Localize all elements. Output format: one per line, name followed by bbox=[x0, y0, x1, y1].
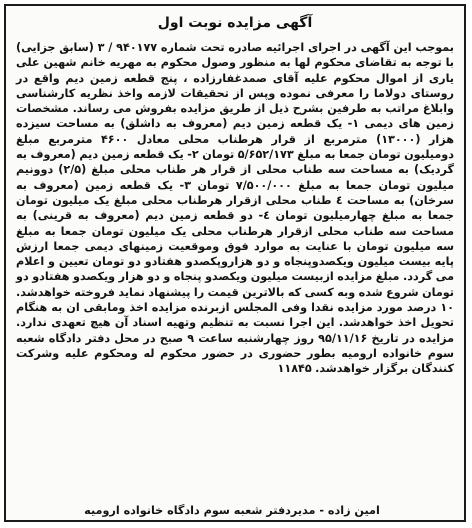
notice-body: بموجب این آگهی در اجرای اجرائیه صادره تحت شماره ۹۴۰۱۷۷ / ۳ (سابق جزایی) با توجه به تقاضای محکوم لها به منظور وصول محکوم به مهریه خانم شهین علی یاری از اموال محکوم علیه آقای صمدغفارزاده ، پنج قطعه زمین دیم واقع در روستای دولاما را معرفی نموده وپس از تحقیقات لازمه واخذ نظریه کارشناسی وابلاغ مراتب به طرفین بشرح ذیل از طریق مزایده بفروش می رساند. مشخصات زمین های دیمی ۱- یک قطعه زمین دیم (معروف به داشلق) به مساحت سیزده هزار (۱۳۰۰۰) مترمربع از قرار هرطناب محلی معادل ۴۶۰۰ مترمربع مبلغ دومیلیون تومان جمعا به مبلغ ۵/۶۵۲/۱۷۳ تومان ۲- یک قطعه زمین دیم (معروف به گردیک) به مساحت سه طناب محلی از قرار هر طناب محلی مبلغ (۲/۵) دوونیم میلیون تومان جمعا به مبلغ ۷/۵۰۰/۰۰۰ تومان ۳- یک قطعه زمین (معروف به سرخان) به مساحت ٤ طناب محلی ازقرار هرطناب محلی مبلغ یک میلیون تومان جمعا به مبلغ چهارمیلیون تومان ٤- دو قطعه زمین دیم (معروف به قرینی) به مساحت سه طناب محلی ازقرار هرطناب محلی یک میلیون تومان جمعا به مبلغ سه میلیون تومان با عنایت به موارد فوق وموقعیت زمینهای دیمی جمعا ارزش پایه بیست میلیون ویکصدوپنجاه و دو هزاروپکصدو هفتادو دو تومان تعیین و اعلام می گردد. مبلغ مزایده ازبیست میلیون ویکصدو پنجاه و دو هزار ویکصدو هفتادو دو تومان شروع شده وبه کسی که بالاترین قیمت را پیشنهاد نماید فروخته خواهدشد. ۱۰ درصد مورد مزایده نقدا وفی المجلس ازبرنده مزایده اخذ ومابقی ان به هنگام تحویل اخذ خواهدشد. این اجرا نسبت به تنظیم وتهیه اسناد آن هیچ تعهدی ندارد. مزایده در تاریخ ۹۵/۱۱/۱۶ روز چهارشنبه ساعت ۹ صبح در محل دفتر دادگاه شعبه سوم خانواده ارومیه بطور حضوری در حضور محکوم له ومحکوم علیه وشرکت کنندگان برگزار خواهدشد. ۱۱۸۴۵ bbox=[16, 41, 454, 376]
notice-signature: امین زاده - مدیردفتر شعبه سوم دادگاه خانواده ارومیه bbox=[84, 504, 380, 517]
notice-title: آگهی مزایده نوبت اول bbox=[157, 15, 313, 31]
notice-frame bbox=[4, 4, 466, 522]
